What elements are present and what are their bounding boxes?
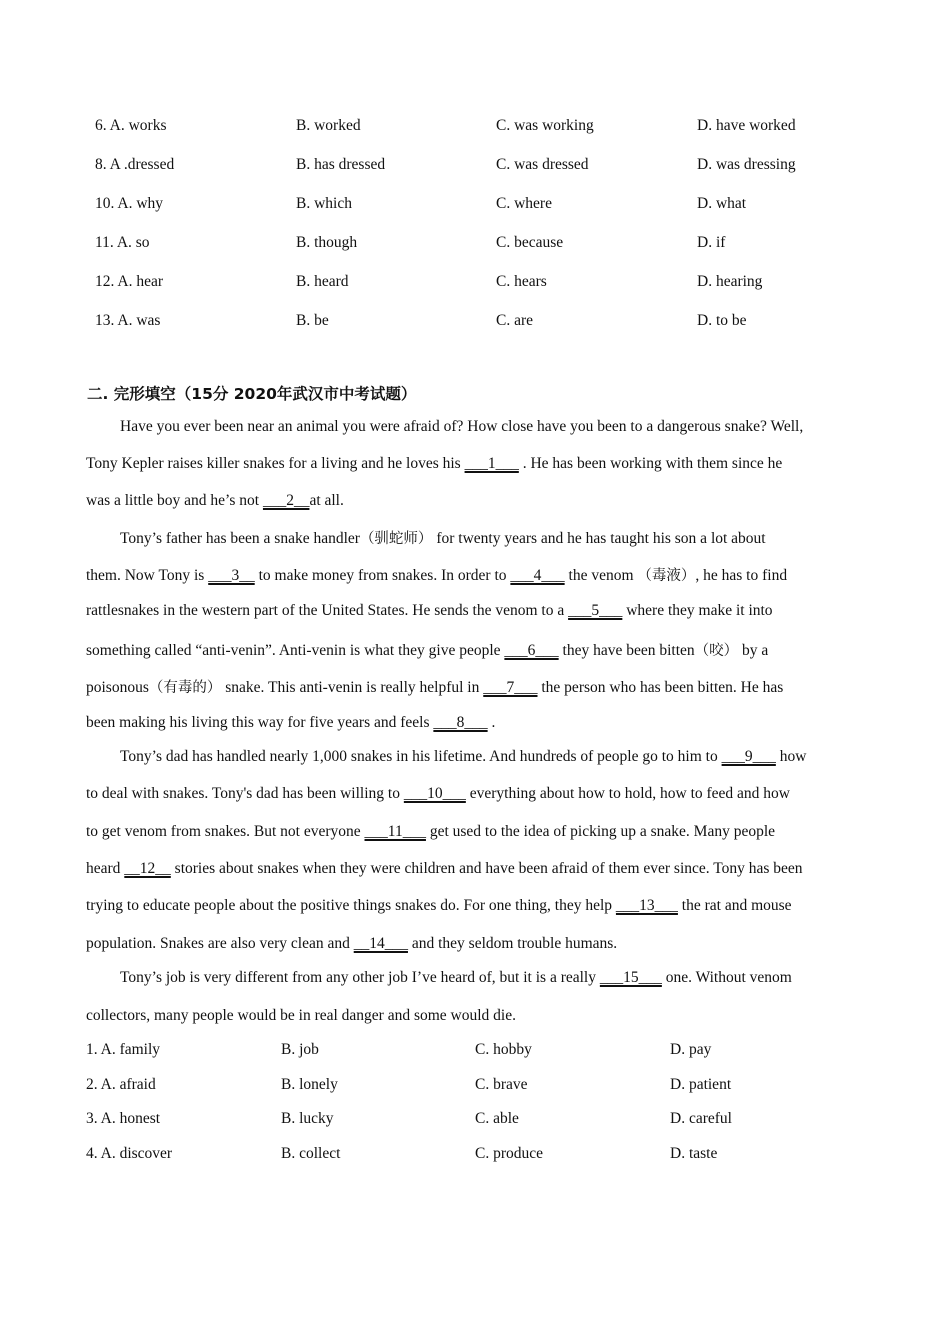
passage-text: heard: [86, 860, 125, 877]
option-d: D. pay: [670, 1041, 712, 1058]
option-a: 1. A. family: [86, 1041, 161, 1058]
option-row: [0, 117, 950, 137]
option-c: C. where: [496, 195, 552, 212]
blank-9: ___9___: [721, 748, 776, 765]
passage-text: trying to educate people about the positive things snakes do. For one thing, they help: [86, 897, 616, 914]
option-d: D. patient: [670, 1076, 732, 1093]
passage-text: poisonous: [86, 679, 149, 696]
option-d: D. was dressing: [697, 156, 796, 173]
passage-line: [120, 969, 792, 987]
blank-1: ___1___: [464, 455, 519, 472]
option-row: [0, 1041, 950, 1061]
passage-line: [86, 492, 344, 510]
passage-text: .: [487, 714, 496, 731]
blank-8: ___8___: [433, 714, 488, 731]
passage-line: [86, 714, 495, 732]
option-c: C. brave: [475, 1076, 528, 1093]
passage-text: to make money from snakes. In order to: [254, 567, 511, 584]
passage-line: [86, 455, 782, 473]
passage-text: , he has to find: [695, 567, 788, 584]
option-b: B. though: [296, 234, 358, 251]
option-row: [0, 156, 950, 176]
option-d: D. taste: [670, 1145, 718, 1162]
option-a: 13. A. was: [95, 312, 161, 329]
option-a: 10. A. why: [95, 195, 164, 212]
option-a: 8. A .dressed: [95, 156, 175, 173]
passage-line: [120, 527, 766, 548]
passage-text: to deal with snakes. Tony's dad has been willing to: [86, 785, 404, 802]
passage-text: Tony’s dad has handled nearly 1,000 snakes in his lifetime. And hundreds of people go to him to: [120, 748, 722, 765]
option-c: C. produce: [475, 1145, 544, 1162]
blank-14: __14___: [353, 935, 408, 952]
chinese-gloss: （咬）: [694, 643, 739, 659]
option-row: [0, 312, 950, 332]
option-c: C. are: [496, 312, 534, 329]
passage-line: [86, 564, 787, 585]
option-b: B. worked: [296, 117, 361, 134]
option-a: 6. A. works: [95, 117, 167, 134]
passage-text: and they seldom trouble humans.: [407, 935, 618, 952]
passage-text: . He has been working with them since he: [518, 455, 783, 472]
passage-text: get used to the idea of picking up a snake. Many people: [425, 823, 776, 840]
blank-13: ___13___: [615, 897, 678, 914]
option-d: D. to be: [697, 312, 747, 329]
option-a: 4. A. discover: [86, 1145, 173, 1162]
passage-text: population. Snakes are also very clean and: [86, 935, 354, 952]
option-c: C. hobby: [475, 1041, 532, 1058]
option-b: B. collect: [281, 1145, 341, 1162]
chinese-gloss: （驯蛇师）: [359, 531, 433, 547]
option-b: B. lonely: [281, 1076, 338, 1093]
passage-text: snake. This anti-venin is really helpful in: [221, 679, 484, 696]
passage-text: the rat and mouse: [677, 897, 792, 914]
option-d: D. have worked: [697, 117, 796, 134]
option-row: [0, 1076, 950, 1096]
passage-text: they have been bitten: [558, 642, 695, 659]
passage-text: where they make it into: [622, 602, 773, 619]
passage-line: [86, 785, 790, 803]
passage-text: been making his living this way for five years and feels: [86, 714, 434, 731]
passage-text: everything about how to hold, how to feed and how: [465, 785, 790, 802]
blank-12: __12__: [124, 860, 171, 877]
option-d: D. if: [697, 234, 726, 251]
passage-text: stories about snakes when they were children and have been afraid of them ever since. Tony has been: [170, 860, 803, 877]
passage-text: Tony’s job is very different from any other job I’ve heard of, but it is a really: [120, 969, 600, 986]
option-c: C. was dressed: [496, 156, 589, 173]
blank-15: ___15___: [599, 969, 662, 986]
passage-line: [86, 639, 768, 660]
passage-text: them. Now Tony is: [86, 567, 209, 584]
passage-line: [86, 676, 783, 697]
passage-text: to get venom from snakes. But not everyone: [86, 823, 365, 840]
section-title: . 完形填空（15分 2020年武汉市中考试题）: [102, 385, 417, 403]
passage-text: rattlesnakes in the western part of the United States. He sends the venom to a: [86, 602, 569, 619]
passage-line: [86, 823, 775, 841]
option-b: B. be: [296, 312, 329, 329]
blank-7: ___7___: [483, 679, 538, 696]
section-number: 二: [87, 385, 103, 403]
passage-line: [120, 418, 803, 436]
blank-11: ___11___: [364, 823, 426, 840]
passage-text: the venom: [564, 567, 638, 584]
option-c: C. was working: [496, 117, 594, 134]
passage-text: at all.: [309, 492, 344, 509]
blank-5: ___5___: [568, 602, 623, 619]
passage-text: one. Without venom: [661, 969, 792, 986]
blank-3: ___3__: [208, 567, 255, 584]
option-b: B. heard: [296, 273, 349, 290]
option-d: D. careful: [670, 1110, 732, 1127]
passage-text: Tony’s father has been a snake handler: [120, 530, 360, 547]
option-row: [0, 195, 950, 215]
blank-10: ___10___: [403, 785, 466, 802]
option-d: D. what: [697, 195, 747, 212]
passage-text: was a little boy and he’s not: [86, 492, 263, 509]
passage-text: by a: [738, 642, 769, 659]
chinese-gloss: （毒液）: [637, 568, 696, 584]
passage-line: [86, 935, 617, 953]
blank-2: ___2__: [262, 492, 310, 509]
option-row: [0, 1145, 950, 1165]
passage-text: how: [775, 748, 807, 765]
option-a: 2. A. afraid: [86, 1076, 156, 1093]
option-row: [0, 273, 950, 293]
passage-line: [86, 1007, 516, 1025]
passage-line: [120, 748, 806, 766]
blank-4: ___4___: [510, 567, 565, 584]
option-c: C. because: [496, 234, 564, 251]
option-a: 11. A. so: [95, 234, 150, 251]
option-b: B. job: [281, 1041, 319, 1058]
section-heading: [87, 382, 416, 404]
passage-text: collectors, many people would be in real danger and some would die.: [86, 1007, 516, 1024]
passage-text: for twenty years and he has taught his son a lot about: [432, 530, 766, 547]
option-d: D. hearing: [697, 273, 763, 290]
passage-line: [86, 897, 792, 915]
chinese-gloss: （有毒的）: [148, 680, 222, 696]
option-b: B. lucky: [281, 1110, 334, 1127]
passage-text: the person who has been bitten. He has: [537, 679, 784, 696]
blank-6: ___6___: [504, 642, 559, 659]
option-b: B. which: [296, 195, 352, 212]
option-row: [0, 234, 950, 254]
option-a: 12. A. hear: [95, 273, 164, 290]
option-b: B. has dressed: [296, 156, 386, 173]
passage-text: Have you ever been near an animal you were afraid of? How close have you been to a dangerous snake? Well,: [120, 418, 804, 435]
option-row: [0, 1110, 950, 1130]
option-a: 3. A. honest: [86, 1110, 161, 1127]
option-c: C. hears: [496, 273, 547, 290]
passage-text: Tony Kepler raises killer snakes for a living and he loves his: [86, 455, 465, 472]
passage-text: something called “anti-venin”. Anti-venin is what they give people: [86, 642, 505, 659]
option-c: C. able: [475, 1110, 519, 1127]
passage-line: [86, 860, 803, 878]
passage-line: [86, 602, 773, 620]
